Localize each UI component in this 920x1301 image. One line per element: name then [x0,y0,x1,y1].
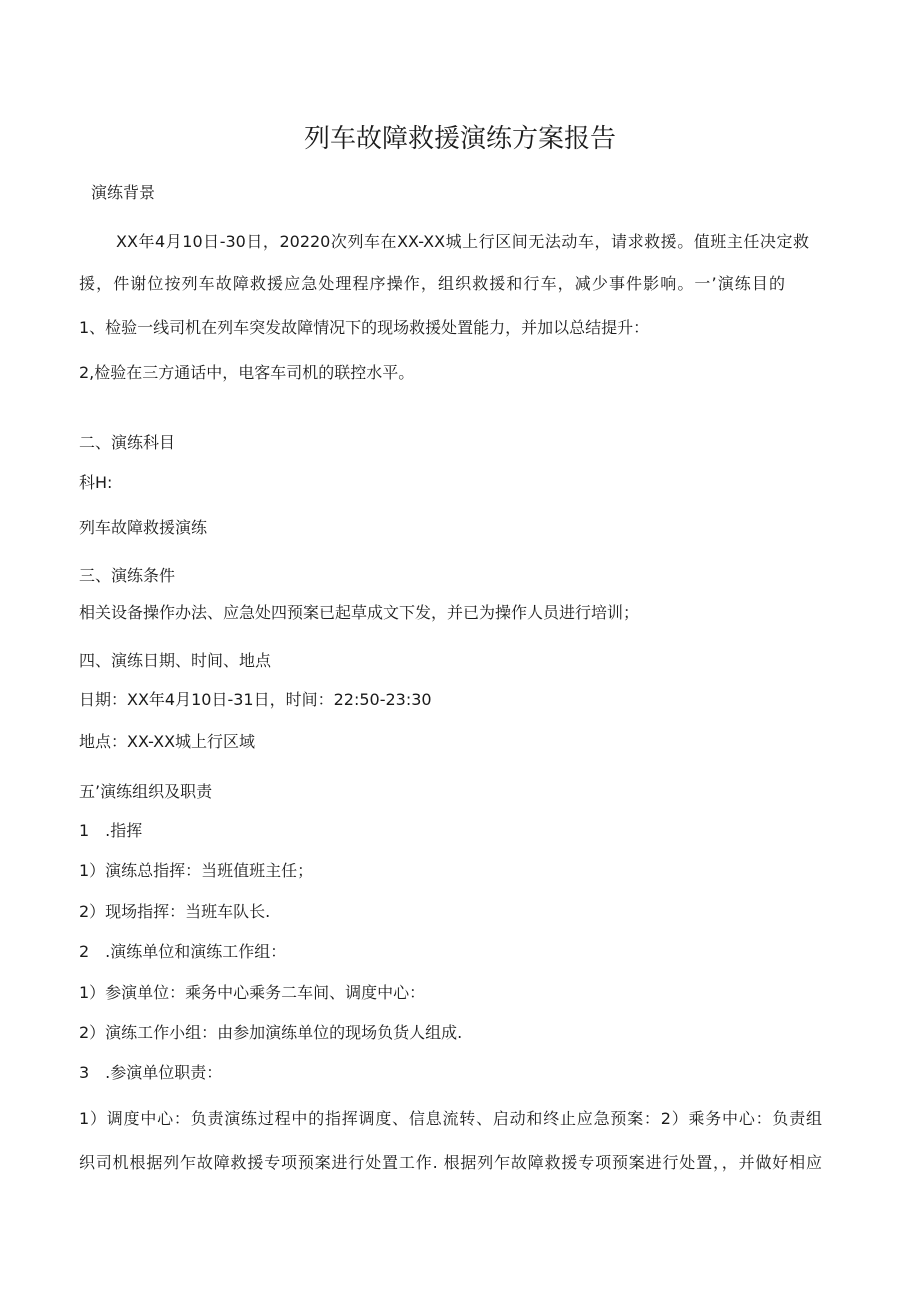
date-time-text: 日期：XX年4月10日-31日，时间：22:50-23:30 [79,690,432,709]
background-paragraph-line-1: XX年4月10日-30日，20220次列车在XX-XX城上行区间无法动车，请求救援。值班主任决定救 [116,232,809,251]
section-organization-heading: 五’演练组织及职责 [79,782,213,801]
section-datetime-heading: 四、演练日期、时间、地点 [79,651,272,670]
section-conditions-heading: 三、演练条件 [79,566,176,585]
conditions-text: 相关设备操作办法、应急处四预案已起草成文下发，并已为操作人员进行培训； [79,603,640,622]
section-background-heading: 演练背景 [91,183,156,202]
command-subheading: 1 .指挥 [79,821,143,840]
location-text: 地点：XX-XX城上行区域 [79,732,256,751]
document-title: 列车故障救援演练方案报告 [303,124,616,154]
subject-value: 列车故障救援演练 [79,518,208,537]
subject-label: 科H: [79,473,113,492]
section-subject-heading: 二、演练科目 [79,433,176,452]
command-item-1: 1）演练总指挥：当班值班主任； [79,861,314,880]
command-item-2: 2）现场指挥：当班车队长. [79,902,271,921]
objective-item-2: 2,检验在三方通话中，电客车司机的联控水平。 [79,363,415,382]
duties-subheading: 3 .参演单位职责： [79,1063,223,1082]
units-subheading: 2 .演练单位和演练工作组： [79,942,287,961]
duties-paragraph-line-2: 织司机根据列乍故障救援专项预案进行处置工作. 根据列乍故障救援专项预案进行处置，，并做好相应 [79,1153,822,1172]
duties-paragraph-line-1: 1）调度中心：负责演练过程中的指挥调度、信息流转、启动和终止应急预案：2）乘务中心：负责组 [79,1109,822,1128]
units-item-2: 2）演练工作小组：由参加演练单位的现场负货人组成. [79,1023,463,1042]
units-item-1: 1）参演单位：乘务中心乘务二车间、调度中心： [79,983,426,1002]
objective-item-1: 1、检验一线司机在列车突发故障情况下的现场救援处置能力，并加以总结提升： [79,318,650,337]
background-paragraph-line-2: 援，件谢位按列车故障救援应急处理程序操作，组织救援和行车，减少事件影响。一’演练目的 [79,274,785,293]
